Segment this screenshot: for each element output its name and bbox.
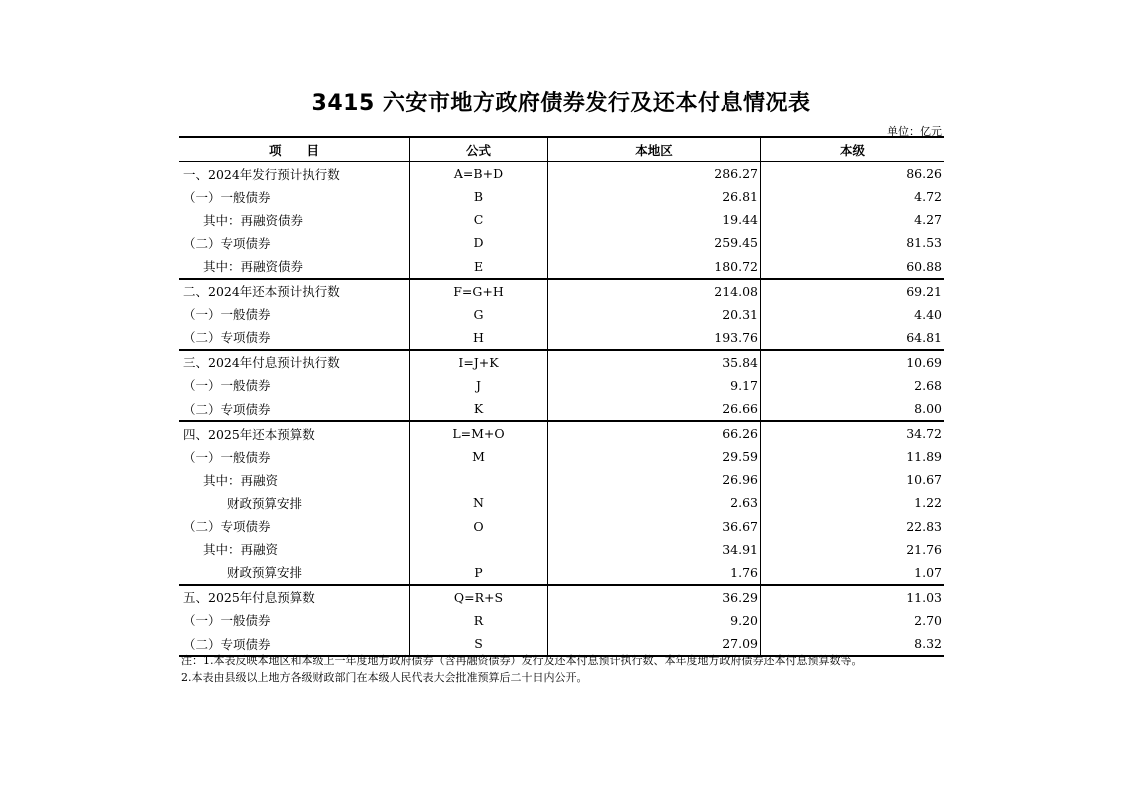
table-row: [179, 609, 944, 632]
table-row: [179, 279, 944, 303]
row-label: （二）专项债券: [179, 632, 410, 656]
row-formula: O: [410, 515, 548, 538]
row-region-value: 26.96: [548, 468, 761, 491]
page-title: 3415 六安市地方政府债券发行及还本付息情况表: [311, 91, 811, 116]
row-formula: F=G+H: [410, 279, 548, 303]
row-formula: E: [410, 254, 548, 278]
row-own-value: 22.83: [761, 515, 945, 538]
row-own-value: 4.27: [761, 208, 945, 231]
notes: [181, 652, 863, 686]
row-region-value: 9.17: [548, 374, 761, 397]
table-row: [179, 374, 944, 397]
row-formula: [410, 538, 548, 561]
row-label: （二）专项债券: [183, 401, 271, 417]
row-formula: Q=R+S: [410, 585, 548, 609]
row-own-value: 10.67: [761, 468, 945, 491]
row-formula: N: [410, 491, 548, 514]
table-row: [179, 162, 944, 186]
table-row: [179, 397, 944, 421]
row-region-value: 19.44: [548, 208, 761, 231]
row-formula: I=J+K: [410, 350, 548, 374]
row-label: （一）一般债券: [183, 613, 271, 629]
table-row: [179, 491, 944, 514]
row-label: 财政预算安排: [227, 495, 303, 511]
row-region-value: 9.20: [548, 609, 761, 632]
row-own-value: 2.68: [761, 374, 945, 397]
row-formula: C: [410, 208, 548, 231]
note-line: 2.本表由县级以上地方各级财政部门在本级人民代表大会批准预算后二十日内公开。: [181, 671, 588, 684]
row-region-value: 26.81: [548, 185, 761, 208]
table-row: [179, 254, 944, 278]
row-region-value: 20.31: [548, 303, 761, 326]
table-row: [179, 231, 944, 254]
row-region-value: 27.09: [548, 632, 761, 656]
row-formula: L=M+O: [410, 421, 548, 445]
table-body: [179, 162, 944, 656]
row-label: 财政预算安排: [227, 565, 303, 581]
table-row: [179, 303, 944, 326]
note-line: 注：1.本表反映本地区和本级上一年度地方政府债券（含再融资债券）发行及还本付息预计执行数、本年度地方政府债券还本付息预算数等。: [181, 654, 863, 667]
row-region-value: 36.29: [548, 585, 761, 609]
row-region-value: 29.59: [548, 445, 761, 468]
row-formula: P: [410, 561, 548, 585]
row-region-value: 193.76: [548, 326, 761, 350]
table-row: [179, 350, 944, 374]
row-region-value: 180.72: [548, 254, 761, 278]
row-label: （一）一般债券: [183, 307, 271, 323]
row-own-value: 60.88: [761, 254, 945, 278]
row-formula: G: [410, 303, 548, 326]
row-region-value: 214.08: [548, 279, 761, 303]
table-row: [179, 585, 944, 609]
row-formula: [410, 468, 548, 491]
table-row: [179, 515, 944, 538]
table-row: [179, 208, 944, 231]
row-label: （一）一般债券: [183, 449, 271, 465]
table-row: [179, 538, 944, 561]
row-own-value: 34.72: [761, 421, 945, 445]
row-label: 其中：再融资: [203, 472, 279, 488]
row-region-value: 2.63: [548, 491, 761, 514]
row-label: 一、2024年发行预计执行数: [183, 166, 340, 182]
row-own-value: 8.32: [761, 632, 945, 656]
row-label: （一）一般债券: [183, 189, 271, 205]
row-own-value: 11.89: [761, 445, 945, 468]
header-formula: 公式: [410, 137, 548, 162]
row-formula: J: [410, 374, 548, 397]
row-region-value: 36.67: [548, 515, 761, 538]
table-row: [179, 561, 944, 585]
table-row: [179, 185, 944, 208]
header-row: [179, 137, 944, 162]
row-formula: H: [410, 326, 548, 350]
row-own-value: 81.53: [761, 231, 945, 254]
header-region: 本地区: [548, 137, 761, 162]
row-own-value: 1.22: [761, 491, 945, 514]
row-region-value: 34.91: [548, 538, 761, 561]
row-label: 二、2024年还本预计执行数: [179, 279, 410, 303]
row-label: 三、2024年付息预计执行数: [179, 350, 410, 374]
row-own-value: 69.21: [761, 279, 945, 303]
row-label: （二）专项债券: [183, 519, 271, 535]
row-formula: B: [410, 185, 548, 208]
row-label: 其中：再融资债券: [203, 212, 304, 228]
row-region-value: 1.76: [548, 561, 761, 585]
row-formula: D: [410, 231, 548, 254]
table-row: [179, 445, 944, 468]
row-own-value: 86.26: [761, 162, 945, 186]
row-label: 其中：再融资债券: [203, 259, 304, 275]
row-own-value: 4.72: [761, 185, 945, 208]
row-label: （一）一般债券: [183, 378, 271, 394]
row-formula: S: [410, 632, 548, 656]
row-own-value: 21.76: [761, 538, 945, 561]
row-formula: A=B+D: [410, 162, 548, 186]
row-label: 五、2025年付息预算数: [179, 585, 410, 609]
row-own-value: 1.07: [761, 561, 945, 585]
row-own-value: 64.81: [761, 326, 945, 350]
row-own-value: 8.00: [761, 397, 945, 421]
row-label: 四、2025年还本预算数: [179, 421, 410, 445]
row-own-value: 10.69: [761, 350, 945, 374]
row-own-value: 2.70: [761, 609, 945, 632]
header-own-level: 本级: [761, 137, 945, 162]
table-row: [179, 326, 944, 350]
debt-table: [179, 136, 944, 657]
row-own-value: 11.03: [761, 585, 945, 609]
row-label: 其中：再融资: [203, 542, 279, 558]
row-region-value: 66.26: [548, 421, 761, 445]
row-formula: K: [410, 397, 548, 421]
unit-label: 单位：亿元: [887, 125, 942, 138]
row-region-value: 26.66: [548, 397, 761, 421]
row-formula: R: [410, 609, 548, 632]
table-row: [179, 468, 944, 491]
header-item: 项 目: [179, 137, 410, 162]
row-region-value: 286.27: [548, 162, 761, 186]
row-formula: M: [410, 445, 548, 468]
row-region-value: 259.45: [548, 231, 761, 254]
row-own-value: 4.40: [761, 303, 945, 326]
table-row: [179, 421, 944, 445]
row-region-value: 35.84: [548, 350, 761, 374]
row-label: （二）专项债券: [183, 330, 271, 346]
row-label: （二）专项债券: [183, 235, 271, 251]
